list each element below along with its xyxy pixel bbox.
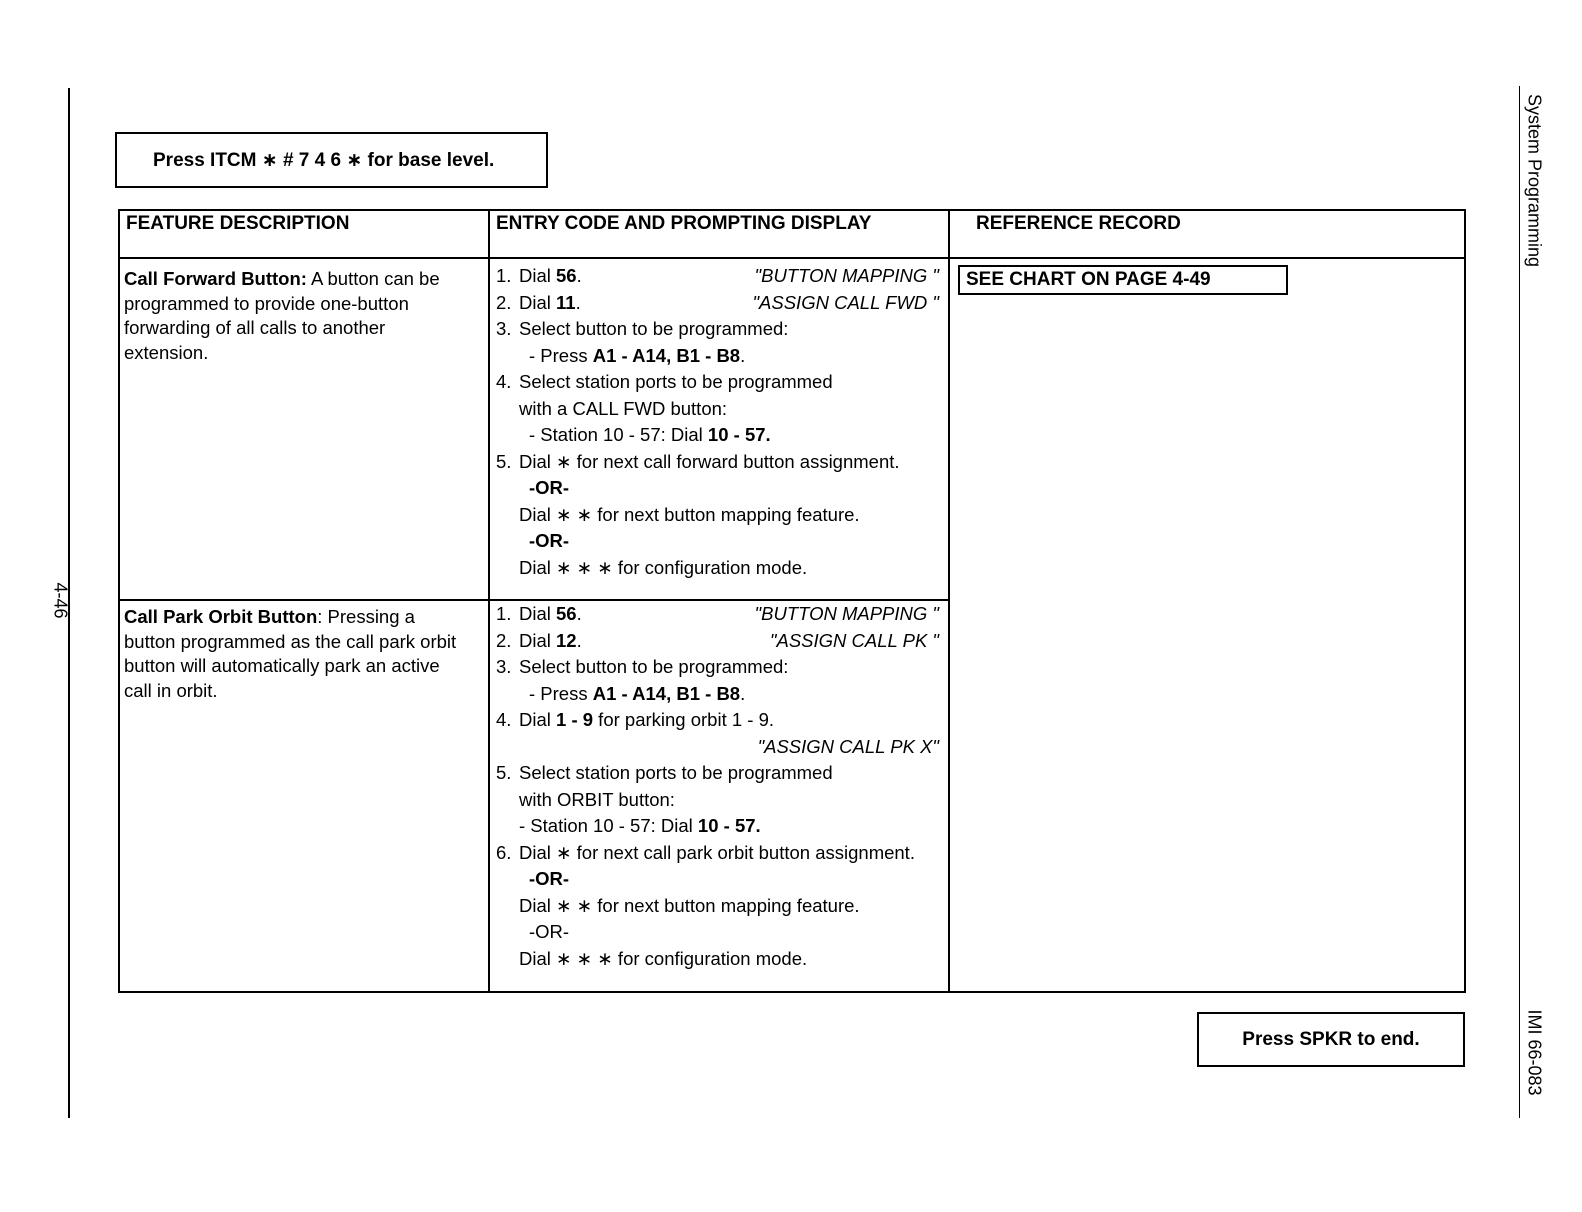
- step-line: [496, 654, 944, 681]
- display-prompt: "ASSIGN CALL PK ": [769, 629, 939, 651]
- step-line: [496, 422, 944, 449]
- step-code: 10 - 57.: [707, 424, 771, 445]
- step-line: with ORBIT button:: [519, 788, 675, 810]
- right-margin-rule: [1519, 86, 1520, 1118]
- step-line: [496, 369, 944, 396]
- step-number: 4.: [496, 709, 512, 730]
- display-prompt: "ASSIGN CALL FWD ": [752, 291, 939, 313]
- end-instruction: Press SPKR to end.: [1242, 1028, 1420, 1050]
- step-code: A1 - A14, B1 - B8: [592, 344, 741, 366]
- step-line: [496, 681, 944, 708]
- step-number: 5.: [496, 450, 512, 472]
- step-text: .: [576, 629, 582, 651]
- description-text: A button can be: [306, 268, 440, 289]
- reference-note: SEE CHART ON PAGE 4-49: [966, 269, 1211, 290]
- step-code: 12: [556, 629, 577, 651]
- step-text: Dial ∗ for next call park orbit button assignment.: [519, 841, 915, 863]
- step-line: Dial ∗ ∗ ∗ for configuration mode.: [519, 556, 808, 578]
- step-line: [496, 343, 944, 370]
- step-code: 10 - 57.: [697, 815, 761, 836]
- step-number: 2.: [496, 291, 512, 313]
- step-text: Select button to be programmed:: [519, 656, 789, 677]
- step-text: for parking orbit 1 - 9.: [593, 709, 775, 730]
- end-instruction-box: [1197, 1012, 1465, 1067]
- step-code: 56: [556, 603, 577, 624]
- step-line: [496, 734, 944, 761]
- step-line: [496, 628, 944, 655]
- step-text: Dial: [519, 709, 557, 730]
- step-line: [496, 760, 944, 787]
- description-text: : Pressing a: [317, 606, 415, 627]
- step-number: 6.: [496, 841, 512, 863]
- step-text: Select button to be programmed:: [519, 318, 789, 339]
- step-line: [496, 813, 944, 840]
- header-feature-description: FEATURE DESCRIPTION: [126, 213, 350, 234]
- step-code: 56: [556, 265, 577, 286]
- step-text: .: [740, 682, 746, 704]
- step-text: .: [575, 291, 581, 313]
- step-line: [496, 449, 944, 476]
- step-number: 1.: [496, 603, 512, 624]
- or-separator: -OR-: [529, 530, 570, 551]
- step-text: - Station 10 - 57: Dial: [529, 424, 708, 445]
- step-line: Dial ∗ ∗ for next button mapping feature.: [519, 894, 860, 916]
- document-number: IMI 66-083: [1524, 1009, 1545, 1096]
- entry-steps-call-forward: [496, 263, 944, 581]
- feature-description-call-forward: [124, 267, 484, 365]
- step-text: Select station ports to be programmed: [519, 371, 833, 392]
- start-instruction: Press ITCM ∗ # 7 4 6 ∗ for base level.: [153, 149, 495, 171]
- step-text: - Station 10 - 57: Dial: [519, 815, 698, 836]
- step-line: [496, 316, 944, 343]
- header-divider: [120, 257, 1464, 259]
- reference-note-box: [958, 265, 1288, 295]
- step-line: [496, 290, 944, 317]
- section-title: System Programming: [1524, 93, 1545, 268]
- description-line: forwarding of all calls to another: [124, 317, 386, 339]
- step-line: Dial ∗ ∗ for next button mapping feature.: [519, 503, 860, 525]
- page-number: 4-46: [50, 582, 71, 619]
- feature-title: Call Park Orbit Button: [124, 606, 318, 627]
- step-code: A1 - A14, B1 - B8: [592, 682, 741, 704]
- header-entry-code: ENTRY CODE AND PROMPTING DISPLAY: [496, 213, 872, 234]
- feature-title: Call Forward Button:: [124, 268, 307, 289]
- step-text: .: [576, 603, 582, 624]
- step-code: 11: [556, 291, 576, 313]
- display-prompt: "BUTTON MAPPING ": [754, 265, 939, 286]
- step-number: 3.: [496, 318, 512, 339]
- step-text: Select station ports to be programmed: [519, 762, 833, 783]
- step-line: with a CALL FWD button:: [519, 397, 728, 419]
- header-reference-record: REFERENCE RECORD: [976, 213, 1181, 234]
- step-text: .: [740, 344, 746, 366]
- step-line: [496, 263, 944, 290]
- step-code: 1 - 9: [556, 709, 594, 730]
- programming-table: [118, 209, 1466, 993]
- step-number: 1.: [496, 265, 512, 286]
- step-text: Dial: [519, 265, 557, 286]
- feature-description-call-park-orbit: [124, 605, 484, 703]
- step-line: Dial ∗ ∗ ∗ for configuration mode.: [519, 947, 808, 969]
- step-number: 3.: [496, 656, 512, 677]
- description-line: extension.: [124, 341, 209, 363]
- or-separator: -OR-: [529, 477, 570, 498]
- description-line: button programmed as the call park orbit: [124, 630, 457, 652]
- step-text: Dial: [519, 629, 557, 651]
- step-line: [496, 601, 944, 628]
- description-line: [124, 605, 484, 630]
- step-line: [496, 840, 944, 867]
- description-line: [124, 267, 484, 292]
- entry-steps-call-park-orbit: [496, 601, 944, 972]
- step-text: Dial ∗ for next call forward button assignment.: [519, 450, 900, 472]
- step-text: - Press: [529, 682, 593, 704]
- step-number: 2.: [496, 629, 512, 651]
- column-divider: [488, 211, 490, 991]
- start-instruction-box: [115, 132, 548, 188]
- description-line: call in orbit.: [124, 679, 218, 701]
- or-separator: -OR-: [529, 921, 570, 942]
- step-text: Dial: [519, 603, 557, 624]
- description-line: button will automatically park an active: [124, 655, 440, 677]
- or-separator: -OR-: [529, 868, 570, 889]
- step-text: Dial: [519, 291, 557, 313]
- step-line: [496, 707, 944, 734]
- step-number: 5.: [496, 762, 512, 783]
- step-text: .: [576, 265, 582, 286]
- description-line: programmed to provide one-button: [124, 292, 409, 314]
- step-text: - Press: [529, 344, 593, 366]
- column-divider: [948, 211, 950, 991]
- display-prompt: "BUTTON MAPPING ": [754, 603, 939, 624]
- display-prompt: "ASSIGN CALL PK X": [757, 735, 939, 757]
- step-number: 4.: [496, 371, 512, 392]
